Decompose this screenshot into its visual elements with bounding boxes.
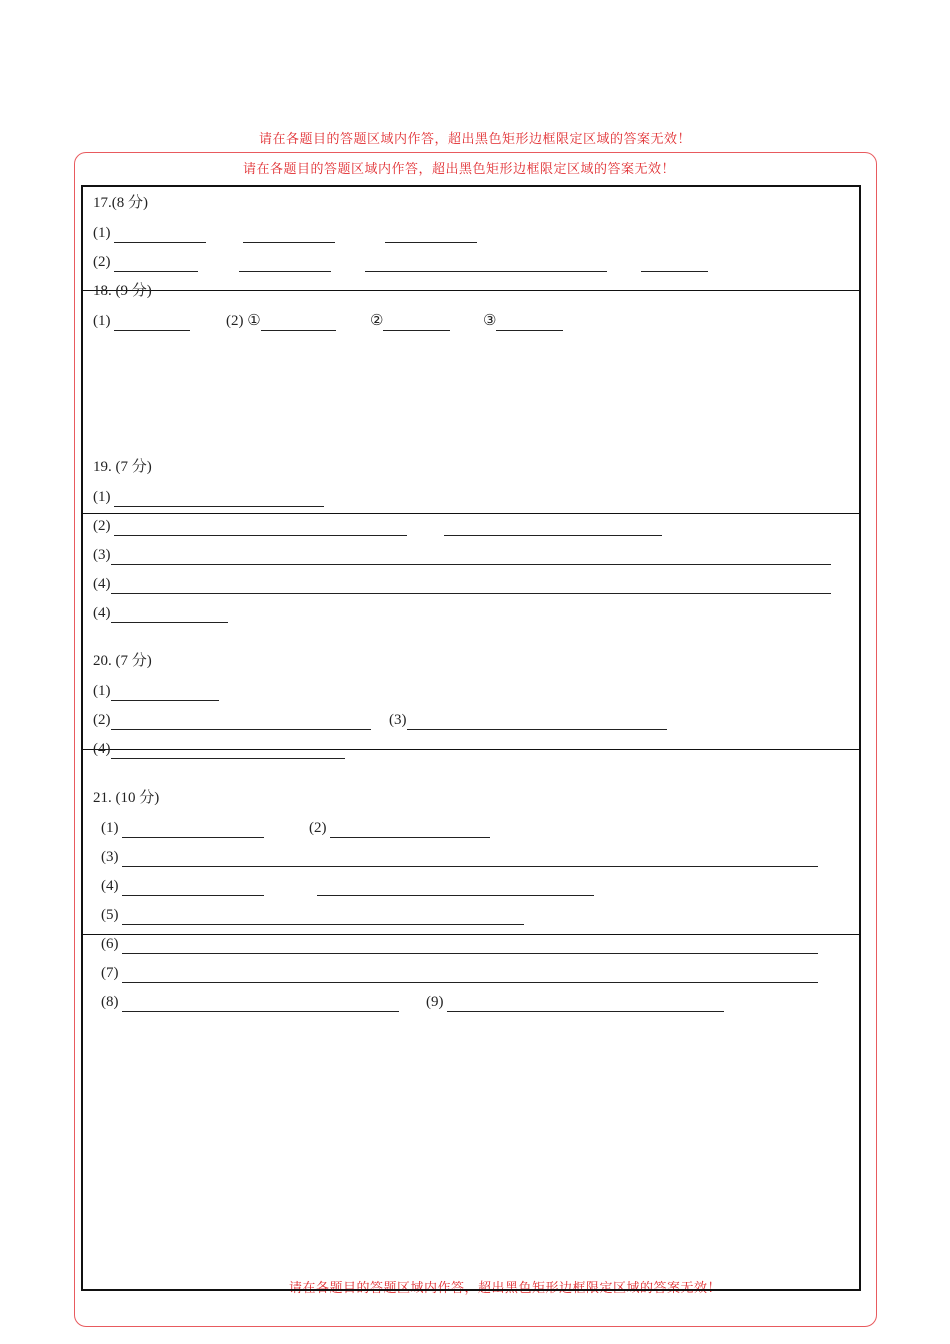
answer-blank[interactable] (385, 226, 477, 243)
part-label: (1) (93, 683, 111, 699)
answer-blank[interactable] (111, 684, 219, 701)
answer-blank[interactable] (496, 314, 563, 331)
question-title: 19. (7 分) (93, 459, 152, 475)
answer-blank[interactable] (447, 995, 724, 1012)
warning-text-top: 请在各题目的答题区域内作答，超出黑色矩形边框限定区域的答案无效！ (258, 132, 691, 147)
part-label: (1) (93, 225, 111, 241)
section-divider (81, 513, 861, 514)
answer-blank[interactable] (111, 713, 371, 730)
part-label: (7) (101, 965, 119, 981)
answer-blank[interactable] (317, 879, 594, 896)
part-label: (1) (93, 489, 111, 505)
answer-blank[interactable] (383, 314, 450, 331)
part-label: (2) (93, 518, 111, 534)
answer-blank[interactable] (261, 314, 336, 331)
answer-blank[interactable] (111, 577, 831, 594)
part-label: (3) (101, 849, 119, 865)
part-label: (1) (101, 820, 119, 836)
part-label: (2) (93, 712, 111, 728)
answer-blank[interactable] (111, 548, 831, 565)
question-title: 18. (9 分) (93, 283, 152, 299)
answer-blank[interactable] (122, 966, 818, 983)
answer-blank[interactable] (122, 821, 264, 838)
part-label: (2) ① (226, 313, 261, 329)
answer-blank[interactable] (239, 255, 331, 272)
answer-blank[interactable] (122, 995, 399, 1012)
answer-blank[interactable] (111, 606, 228, 623)
answer-blank[interactable] (444, 519, 662, 536)
answer-blank[interactable] (641, 255, 708, 272)
part-label: (4) (93, 576, 111, 592)
part-label: (2) (93, 254, 111, 270)
answer-blank[interactable] (114, 314, 190, 331)
part-label: ② (370, 313, 384, 329)
answer-blank[interactable] (365, 255, 607, 272)
warning-text-bottom: 请在各题目的答题区域内作答，超出黑色矩形边框限定区域的答案无效！ (288, 1281, 721, 1296)
part-label: (3) (93, 547, 111, 563)
answer-blank[interactable] (122, 850, 818, 867)
section-divider (81, 290, 861, 291)
answer-blank[interactable] (111, 742, 345, 759)
part-label: (1) (93, 313, 111, 329)
part-label: (5) (101, 907, 119, 923)
question-title: 20. (7 分) (93, 653, 152, 669)
question-title: 17.(8 分) (93, 195, 148, 211)
warning-text-inner: 请在各题目的答题区域内作答，超出黑色矩形边框限定区域的答案无效！ (242, 162, 675, 177)
question-title: 21. (10 分) (93, 790, 160, 806)
answer-blank[interactable] (243, 226, 335, 243)
answer-blank[interactable] (330, 821, 490, 838)
answer-blank[interactable] (114, 519, 407, 536)
answer-blank[interactable] (122, 879, 264, 896)
part-label: ③ (483, 313, 497, 329)
answer-blank[interactable] (114, 255, 198, 272)
part-label: (4) (101, 878, 119, 894)
answer-blank[interactable] (122, 937, 818, 954)
part-label: (4) (93, 605, 111, 621)
part-label: (8) (101, 994, 119, 1010)
answer-blank[interactable] (407, 713, 667, 730)
answer-blank[interactable] (114, 490, 324, 507)
answer-region-box (81, 185, 861, 1291)
answer-blank[interactable] (122, 908, 524, 925)
part-label: (4) (93, 741, 111, 757)
part-label: (3) (389, 712, 407, 728)
part-label: (2) (309, 820, 327, 836)
answer-blank[interactable] (114, 226, 206, 243)
part-label: (6) (101, 936, 119, 952)
part-label: (9) (426, 994, 444, 1010)
